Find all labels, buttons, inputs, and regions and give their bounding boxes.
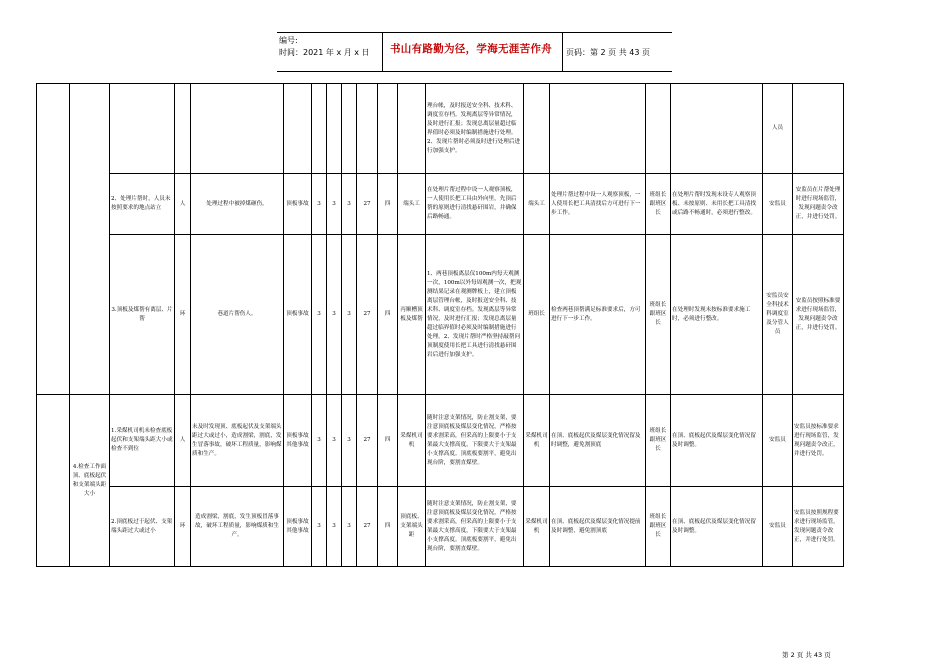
responsible-cell: 人员 — [763, 84, 793, 174]
correction-cell: 在处理片帮时发现未设专人观察顶板、未按原则、未用长把工具清找或后路不畅通时，必须进行整改。 — [671, 174, 763, 235]
measures-cell: 随时注意支架情况，防止割支架，要注意顶底板及煤层变化情况，严格按要求割采高，但采高的上限要小于支架最大支撑高度，下限要大于支架最小支撑高度。顶底板要割平，避免出现台阶，要割直煤壁。 — [426, 395, 524, 487]
type-cell: 环 — [175, 235, 191, 395]
accident-cell: 顶板事故其他事故 — [284, 487, 312, 567]
consequence-cell: 造成割梁，割底，发生顶板冒落事故，破坏工程质量，影响煤质和生产。 — [191, 487, 284, 567]
type-cell: 人 — [175, 395, 191, 487]
check-cell: 安监员按照规程要求进行现场监管，发现问题责令改正，并进行处罚。 — [793, 487, 844, 567]
l-cell: 3 — [312, 395, 327, 487]
consequence-cell: 巷道片帮伤人。 — [191, 235, 284, 395]
e-cell: 3 — [327, 487, 342, 567]
control-point-cell: 采煤机司机 — [398, 395, 426, 487]
supervisor-cell: 班组长跟班区长 — [646, 487, 671, 567]
responsible-cell: 安监员 — [763, 174, 793, 235]
person-cell: 采煤机司机 — [524, 487, 550, 567]
header-divider — [382, 33, 383, 71]
c-cell: 3 — [342, 235, 357, 395]
supervisor-cell: 班组长跟班区长 — [646, 235, 671, 395]
type-cell: 人 — [175, 174, 191, 235]
level-cell: 四 — [378, 174, 398, 235]
table-row — [37, 174, 844, 235]
hazard-cell: 2、处理片帮时，人员未按照要求的地点站立 — [110, 174, 175, 235]
page-header — [277, 32, 672, 72]
l-cell: 3 — [312, 235, 327, 395]
method-cell: 处理片帮过程中设一人观察顶板，一人使用长把工具清找后方可进行下一步工作。 — [550, 174, 646, 235]
correction-cell: 在顶、底板起伏及煤层变化情况留及时调整。 — [671, 395, 763, 487]
e-cell: 3 — [327, 395, 342, 487]
correction-cell: 在处理时发现未按标准要求施工时，必须进行整改。 — [671, 235, 763, 395]
e-cell: 3 — [327, 174, 342, 235]
header-page-info: 页码：第 2 页 共 43 页 — [566, 48, 650, 57]
header-divider — [562, 33, 563, 71]
table-row — [37, 235, 844, 395]
accident-cell: 顶板事故其他事故 — [284, 395, 312, 487]
d-cell: 27 — [357, 395, 378, 487]
control-point-cell: 顶底板、支架端头距 — [398, 487, 426, 567]
header-meta — [279, 35, 370, 59]
person-cell: 班组长 — [524, 235, 550, 395]
method-cell: 检查两巷顶帮满足标准要求后，方可进行下一步工作。 — [550, 235, 646, 395]
task-cell: 4.检查工作面顶、底板起伏和支架端头距大小 — [70, 395, 110, 567]
level-cell: 四 — [378, 235, 398, 395]
measures-cell: 理台帐，及时报送安全科、技术科、调度室存档。发现离层等异常情况，及时进行汇报；发现总离层量超过临界值时必须及时编制措施进行处理。2、发现片帮时必须及时进行处理后进行加强支护。 — [426, 84, 524, 174]
d-cell: 27 — [357, 235, 378, 395]
l-cell: 3 — [312, 487, 327, 567]
method-cell: 在顶、底板起伏及煤层变化情况留及时调整，避免割顶底 — [550, 395, 646, 487]
level-cell: 四 — [378, 395, 398, 487]
control-point-cell: 端头工 — [398, 174, 426, 235]
blank-cell — [70, 84, 110, 395]
supervisor-cell: 班组长跟班区长 — [646, 395, 671, 487]
blank-cell — [37, 395, 70, 567]
l-cell: 3 — [312, 174, 327, 235]
time-label: 时间：2021 年 x 月 x 日 — [279, 48, 370, 57]
control-point-cell: 丙顺槽顶板及煤帮 — [398, 235, 426, 395]
responsible-cell: 安监员 — [763, 395, 793, 487]
page-footer: 第 2 页 共 43 页 — [782, 651, 831, 659]
e-cell: 3 — [327, 235, 342, 395]
person-cell: 端头工 — [524, 174, 550, 235]
check-cell: 安监员按标准要求进行现场监管，发现问题责令改正，并进行处罚。 — [793, 395, 844, 487]
hazard-cell: 1.采煤机司机未检查底板起伏和支架端头距大小或检查不到位 — [110, 395, 175, 487]
supervisor-cell: 班组长跟班区长 — [646, 174, 671, 235]
level-cell: 四 — [378, 487, 398, 567]
hazard-cell: 2.顶底板过于起伏、支架端头距过大或过小 — [110, 487, 175, 567]
responsible-cell: 安监员安全科技术科调度室及分管人员 — [763, 235, 793, 395]
measures-cell: 随时注意支架情况，防止割支架，要注意顶底板及煤层变化情况，严格按要求割采高，但采高的上限要小于支架最大支撑高度，下限要大于支架最小支撑高度。顶底板要割平，避免出现台阶，要割直煤壁。 — [426, 487, 524, 567]
responsible-cell: 安监员 — [763, 487, 793, 567]
c-cell: 3 — [342, 174, 357, 235]
method-cell: 在顶、底板起伏及煤层变化情况提前及时调整，避免割顶底 — [550, 487, 646, 567]
person-cell: 采煤机司机 — [524, 395, 550, 487]
check-cell: 安监员按照标准要求进行现场监管，发现问题责令改正，并进行处罚。 — [793, 235, 844, 395]
header-motto: 书山有路勤为径，学海无涯苦作舟 — [390, 43, 552, 55]
correction-cell: 在顶、底板起伏及煤层变化情况留及时调整。 — [671, 487, 763, 567]
code-label: 编号: — [279, 36, 298, 45]
c-cell: 3 — [342, 487, 357, 567]
consequence-cell: 未及时发现顶、底板起伏及支架端头距过大或过小，造成割梁，割底，发生冒落事故，破坏工程质量，影响煤质和生产。 — [191, 395, 284, 487]
table-row — [37, 487, 844, 567]
measures-cell: 1、两巷顶板离层仪100m内每天观测一次，100m以外每周观测一次，把观测结果记录在观测牌板上，建立顶板离层管理台帐，及时报送安全科、技术科、调度室存档。发现离层等异常情况，及时进行汇报；发现总离层量超过临界值时必须及时编制措施进行处理。2、发现片帮时严格坚持敲帮问顶制度使用长把工具进行清找悬矸围岩后进行加强支护。 — [426, 235, 524, 395]
accident-cell: 顶板事故 — [284, 174, 312, 235]
accident-cell: 顶板事故 — [284, 235, 312, 395]
hazard-cell: 3.顶板及煤帮有离层、片帮 — [110, 235, 175, 395]
risk-table — [36, 83, 844, 567]
check-cell: 安监员在片帮处理时进行现场监管，发现问题责令改正，并进行处罚。 — [793, 174, 844, 235]
measures-cell: 在处理片帮过程中设一人观察顶板，一人使用长把工具由外向里，先顶后帮的原则进行清找悬矸围岩，并确保后路畅通。 — [426, 174, 524, 235]
table-row — [37, 395, 844, 487]
table-row — [37, 84, 844, 174]
d-cell: 27 — [357, 487, 378, 567]
c-cell: 3 — [342, 395, 357, 487]
consequence-cell: 处理过程中被掉煤砸伤。 — [191, 174, 284, 235]
d-cell: 27 — [357, 174, 378, 235]
blank-cell — [37, 84, 70, 395]
type-cell: 环 — [175, 487, 191, 567]
